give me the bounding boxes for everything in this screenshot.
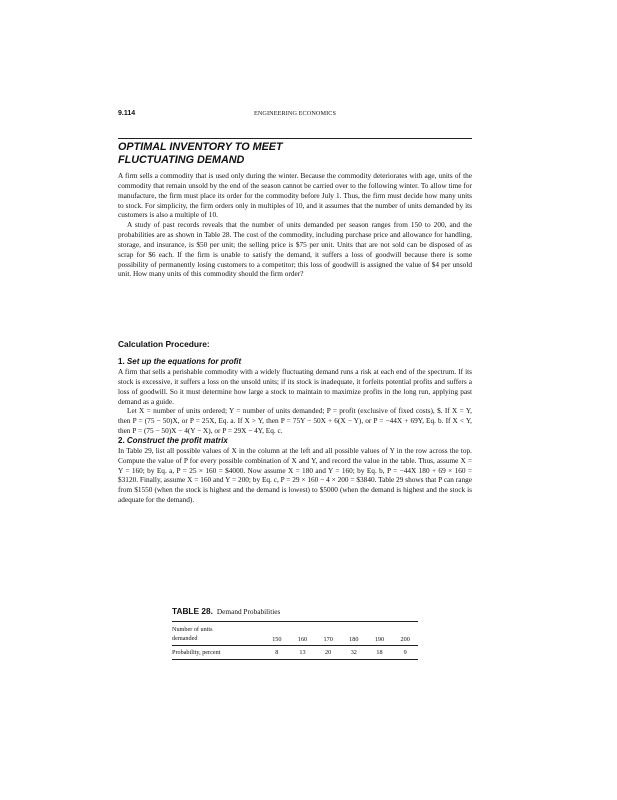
step-1-title: Set up the equations for profit (126, 357, 242, 366)
demand-cell: 150 (264, 622, 290, 646)
header-label-line-1: Number of units (172, 626, 213, 633)
step-2-number: 2. (118, 435, 125, 445)
section-title-line-2: FLUCTUATING DEMAND (118, 153, 245, 166)
probability-cell: 32 (341, 646, 367, 660)
step-2-title: Construct the profit matrix (126, 435, 228, 445)
probability-row-label: Probability, percent (172, 646, 264, 660)
demand-probabilities-table (172, 621, 418, 660)
step-1-paragraph-1: A firm that sells a perishable commodity with a widely fluctuating demand runs a risk at each end of the spectrum. If its stock is excessive, it suffers a loss on the unsold units; if its stock is inadequate, it forfeits potential profits and suffers a loss of goodwill. So it must determine how large a stock to maintain to maximize profits in the long run, applying past demand as a guide. (118, 367, 472, 406)
probability-cell: 13 (290, 646, 316, 660)
problem-paragraph-1: A firm sells a commodity that is used only during the winter. Because the commodity deteriorates with age, units of the commodity that remain unsold by the end of the season cannot be carried over to the following winter. To allow time for manufacture, the firm must place its order for the commodity before July 1. Thus, the firm must decide how many units to stock. For simplicity, the firm orders only in multiples of 10, and it assumes that the number of units demanded by its customers is also a multiple of 10. (118, 171, 472, 220)
step-1-number: 1. (118, 357, 125, 366)
probability-cell: 18 (367, 646, 393, 660)
page-number: 9.114 (118, 110, 136, 117)
step-1-heading (118, 357, 472, 367)
probability-cell: 20 (315, 646, 341, 660)
calculation-heading: Calculation Procedure: (118, 339, 210, 349)
running-head (118, 110, 472, 122)
probability-row (172, 646, 418, 660)
demand-cell: 190 (367, 622, 393, 646)
step-1-paragraph-2: Let X = number of units ordered; Y = number of units demanded; P = profit (exclusive of fixed costs), $. If X = Y, then P = (75 − 50)X, or P = 25X, Eq. a. If X > Y, then P = 75Y − 50X + 6(X − Y), or P = −44X + 69Y, Eq. b. If X < Y, then P = (75 − 50)X − 4(Y − X), or P = 29X − 4Y, Eq. c. (118, 406, 472, 436)
header-label (172, 622, 264, 646)
section-title-line-1: OPTIMAL INVENTORY TO MEET (118, 141, 283, 153)
header-label-line-2: demanded (172, 635, 198, 642)
demand-cell: 200 (392, 622, 418, 646)
problem-statement (118, 171, 472, 279)
probability-cell: 8 (264, 646, 290, 660)
demand-cell: 160 (290, 622, 316, 646)
table-header-row (172, 622, 418, 646)
problem-paragraph-2: A study of past records reveals that the number of units demanded per season ranges from 150 to 200, and the probabilities are as shown in Table 28. The cost of the commodity, including purchase price and allowance for handling, storage, and insurance, is $50 per unit; the selling price is $75 per unit. Units that are not sold can be disposed of as scrap for $6 each. If the firm is unable to satisfy the demand, it suffers a loss of goodwill because there is some possibility of permanently losing customers to a competitor; this loss of goodwill is assigned the value of $4 per unsold unit. How many units of this commodity should the firm order? (118, 220, 472, 279)
demand-cell: 170 (315, 622, 341, 646)
section-title-block (118, 138, 472, 166)
demand-cell: 180 (341, 622, 367, 646)
step-2-heading (118, 436, 472, 446)
table-28-caption (172, 606, 418, 616)
step-2-paragraph-1: In Table 29, list all possible values of X in the column at the left and all possible values of Y in the row across the top. Compute the value of P for every possible combination of X and Y, and record the value in the table. Thus, assume X = Y = 160; by Eq. a, P = 25 × 160 = $4000. Now assume X = 180 and Y = 160; by Eq. b, P = −44X 180 + 69 × 160 = $3120. Finally, assume X = 160 and Y = 200; by Eq. c, P = 29 × 160 − 4 × 200 = $3840. Table 29 shows that P can range from $1550 (when the stock is highest and the demand is lowest) to $5000 (when the demand is highest and the stock is adequate for the demand). (118, 445, 472, 505)
book-title: ENGINEERING ECONOMICS (253, 110, 337, 117)
table-28-label: TABLE 28. (172, 606, 213, 616)
table-28 (172, 606, 418, 660)
title-rule (118, 138, 472, 139)
probability-cell: 9 (392, 646, 418, 660)
calculation-steps (118, 357, 472, 505)
table-28-name: Demand Probabilities (216, 607, 281, 616)
